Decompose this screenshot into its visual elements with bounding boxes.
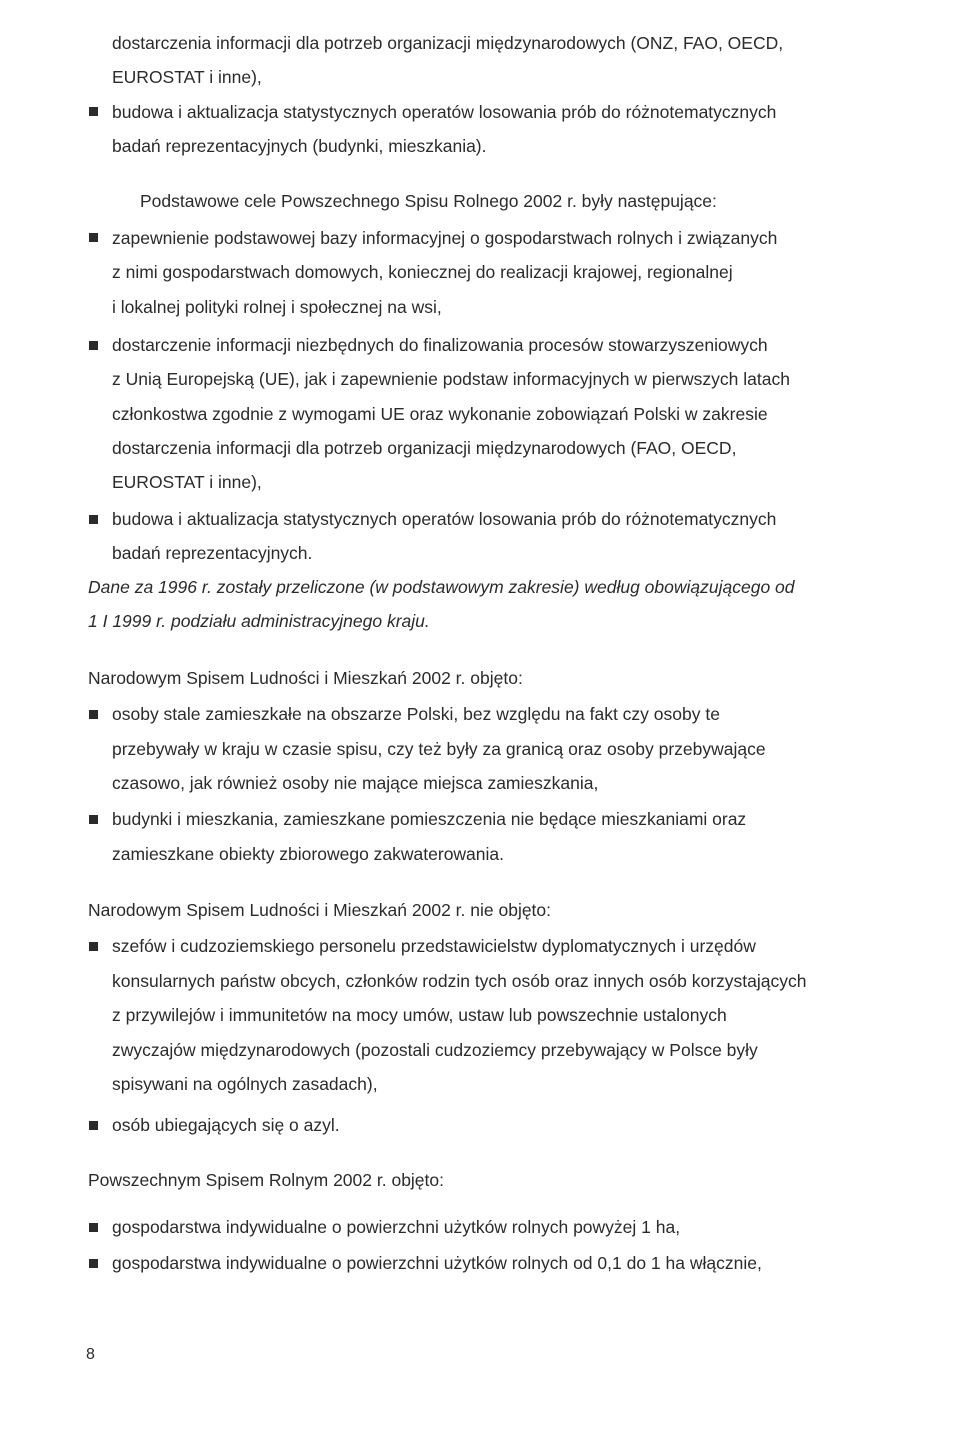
- bullet-square-icon: [89, 942, 98, 951]
- bullet-square-icon: [89, 710, 98, 719]
- italic-note: Dane za 1996 r. zostały przeliczone (w podstawowym zakresie) według obowiązującego od: [88, 577, 795, 597]
- paragraph-heading: Narodowym Spisem Ludności i Mieszkań 2002 r. objęto:: [88, 668, 523, 688]
- bullet-square-icon: [89, 341, 98, 350]
- bullet-square-icon: [89, 815, 98, 824]
- text-line: budowa i aktualizacja statystycznych operatów losowania prób do różnotematycznych: [112, 102, 777, 122]
- bullet-square-icon: [89, 1223, 98, 1232]
- text-line: osób ubiegających się o azyl.: [112, 1115, 340, 1135]
- text-line: z nimi gospodarstwach domowych, koniecznej do realizacji krajowej, regionalnej: [112, 262, 733, 282]
- text-line: osoby stale zamieszkałe na obszarze Polski, bez względu na fakt czy osoby te: [112, 704, 720, 724]
- text-line: EUROSTAT i inne),: [112, 67, 262, 87]
- bullet-square-icon: [89, 1121, 98, 1130]
- bullet-square-icon: [89, 515, 98, 524]
- text-line: budynki i mieszkania, zamieszkane pomieszczenia nie będące mieszkaniami oraz: [112, 809, 747, 829]
- text-line: konsularnych państw obcych, członków rodzin tych osób oraz innych osób korzystających: [112, 971, 807, 991]
- text-line: przebywały w kraju w czasie spisu, czy też były za granicą oraz osoby przebywające: [112, 739, 766, 759]
- text-line: zamieszkane obiekty zbiorowego zakwaterowania.: [112, 844, 505, 864]
- text-line: dostarczenia informacji dla potrzeb organizacji międzynarodowych (ONZ, FAO, OECD,: [112, 33, 784, 53]
- text-line: i lokalnej polityki rolnej i społecznej na wsi,: [112, 297, 442, 317]
- page-number: 8: [86, 1346, 95, 1363]
- bullet-square-icon: [89, 233, 98, 242]
- text-line: szefów i cudzoziemskiego personelu przedstawicielstw dyplomatycznych i urzędów: [112, 936, 756, 956]
- text-line: gospodarstwa indywidualne o powierzchni użytków rolnych powyżej 1 ha,: [112, 1217, 681, 1237]
- paragraph-heading: Narodowym Spisem Ludności i Mieszkań 2002 r. nie objęto:: [88, 900, 552, 920]
- text-line: zapewnienie podstawowej bazy informacyjnej o gospodarstwach rolnych i związanych: [112, 228, 778, 248]
- paragraph-heading: Podstawowe cele Powszechnego Spisu Rolnego 2002 r. były następujące:: [140, 191, 717, 211]
- text-line: budowa i aktualizacja statystycznych operatów losowania prób do różnotematycznych: [112, 509, 777, 529]
- bullet-square-icon: [89, 107, 98, 116]
- text-line: gospodarstwa indywidualne o powierzchni użytków rolnych od 0,1 do 1 ha włącznie,: [112, 1253, 762, 1273]
- italic-note: 1 I 1999 r. podziału administracyjnego kraju.: [88, 611, 430, 631]
- text-line: z Unią Europejską (UE), jak i zapewnienie podstaw informacyjnych w pierwszych latach: [112, 369, 790, 389]
- text-line: badań reprezentacyjnych (budynki, mieszkania).: [112, 136, 487, 156]
- text-line: czasowo, jak również osoby nie mające miejsca zamieszkania,: [112, 773, 599, 793]
- text-line: EUROSTAT i inne),: [112, 472, 262, 492]
- text-line: dostarczenie informacji niezbędnych do finalizowania procesów stowarzyszeniowych: [112, 335, 768, 355]
- text-line: spisywani na ogólnych zasadach),: [112, 1074, 378, 1094]
- text-line: członkostwa zgodnie z wymogami UE oraz wykonanie zobowiązań Polski w zakresie: [112, 404, 768, 424]
- bullet-square-icon: [89, 1259, 98, 1268]
- paragraph-heading: Powszechnym Spisem Rolnym 2002 r. objęto:: [88, 1170, 444, 1190]
- text-line: badań reprezentacyjnych.: [112, 543, 313, 563]
- text-line: z przywilejów i immunitetów na mocy umów, ustaw lub powszechnie ustalonych: [112, 1005, 727, 1025]
- text-line: zwyczajów międzynarodowych (pozostali cudzoziemcy przebywający w Polsce były: [112, 1040, 758, 1060]
- text-line: dostarczenia informacji dla potrzeb organizacji międzynarodowych (FAO, OECD,: [112, 438, 737, 458]
